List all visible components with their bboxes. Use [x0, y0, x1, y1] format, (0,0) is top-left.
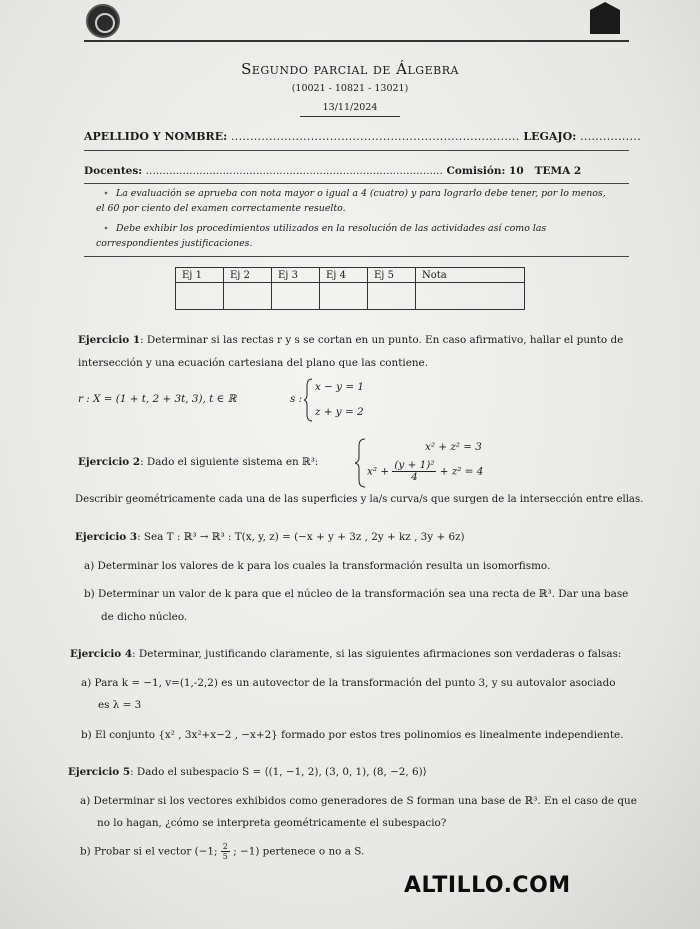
bullet-icon: ∘ — [103, 188, 109, 199]
exercise-1-cont: intersección y una ecuación cartesiana del plano que las contiene. — [78, 357, 429, 369]
grade-cell — [272, 283, 320, 310]
exercise-4: Ejercicio 4: Determinar, justificando claramente, si las siguientes afirmaciones son verdaderas o falsas: — [70, 648, 622, 660]
grade-header: Ej 1 — [176, 268, 224, 283]
exercise-4-label: Ejercicio 4 — [70, 648, 133, 660]
s-equation-1: x − y = 1 — [315, 381, 364, 393]
system-eq-2: x² + $\frac{\text{(y + 1)²}}{4}$ + z² = 4 — [367, 459, 484, 483]
bullet-icon: ∘ — [103, 223, 109, 234]
legajo-label: LEGAJO: — [523, 130, 577, 143]
exercise-4-b: b) El conjunto {x² , 3x²+x−2 , −x+2} formado por estos tres polinomios es linealmente independiente. — [81, 729, 624, 741]
exercise-3: Ejercicio 3: Sea T : ℝ³ → ℝ³ : T(x, y, z) = (−x + y + 3z , 2y + kz , 3y + 6z) — [75, 531, 465, 543]
comision-label: Comisión: 10 — [446, 165, 524, 177]
note-procedures: ∘ Debe exhibir los procedimientos utilizados en la resolución de las actividades así como las correspondientes justificaciones. — [96, 223, 547, 249]
grade-header: Ej 3 — [272, 268, 320, 283]
grade-header: Ej 4 — [320, 268, 368, 283]
divider — [84, 183, 629, 184]
system-brace-icon — [355, 438, 367, 488]
university-seal-icon — [86, 4, 120, 38]
name-field: ............................................................................ — [230, 130, 520, 143]
exercise-5-label: Ejercicio 5 — [68, 766, 131, 778]
system-brace-icon — [304, 378, 314, 422]
header-rule — [84, 40, 629, 42]
legajo-field: ................ — [580, 130, 641, 143]
exam-title: Segundo parcial de Álgebra — [241, 60, 459, 78]
grade-cell — [224, 283, 272, 310]
line-s-label: s : — [290, 393, 303, 405]
line-r-equation: r : X = (1 + t, 2 + 3t, 3), t ∈ ℝ — [78, 393, 237, 405]
exercise-4-a: a) Para k = −1, v=(1,-2,2) es un autovector de la transformación del punto 3, y su autovalor asociado — [81, 677, 616, 689]
grade-cell — [416, 283, 525, 310]
student-name-row — [84, 130, 641, 143]
exercise-5-a-cont: no lo hagan, ¿cómo se interpreta geométricamente el subespacio? — [97, 817, 447, 829]
system-eq-1: x² + z² = 3 — [425, 441, 482, 453]
exam-date: 13/11/2024 — [322, 102, 378, 113]
grade-table — [175, 267, 525, 310]
exercise-3-label: Ejercicio 3 — [75, 531, 138, 543]
exercise-1-label: Ejercicio 1 — [78, 334, 141, 346]
divider — [84, 256, 629, 257]
corner-mark-icon — [590, 2, 620, 34]
name-label: APELLIDO Y NOMBRE: — [84, 130, 228, 143]
exercise-3-b-cont: de dicho núcleo. — [101, 611, 188, 623]
s-equation-2: z + y = 2 — [315, 406, 364, 418]
exercise-2: Ejercicio 2: Dado el siguiente sistema en ℝ³: — [78, 456, 319, 468]
grade-header: Ej 2 — [224, 268, 272, 283]
tema-label: TEMA 2 — [534, 165, 582, 177]
exercise-5-a: a) Determinar si los vectores exhibidos como generadores de S forman una base de ℝ³. En el caso de que — [80, 795, 637, 807]
docentes-label: Docentes: — [84, 165, 143, 177]
exercise-5-b: b) Probar si el vector (−1; $\frac{2}{5}$ ; −1) pertenece o no a S. — [80, 842, 365, 861]
exercise-3-b: b) Determinar un valor de k para que el núcleo de la transformación sea una recta de ℝ³. Dar una base — [84, 588, 629, 600]
exercise-1: Ejercicio 1: Determinar si las rectas r y s se cortan en un punto. En caso afirmativo, hallar el punto de — [78, 334, 624, 346]
exercise-2-label: Ejercicio 2 — [78, 456, 141, 468]
divider — [84, 150, 629, 151]
grade-cell — [176, 283, 224, 310]
date-underline — [300, 116, 400, 117]
course-codes: (10021 - 10821 - 13021) — [291, 83, 409, 94]
docentes-field: ......................................................................................... — [145, 165, 443, 177]
watermark: ALTILLO.COM — [404, 873, 571, 898]
grade-cell — [368, 283, 416, 310]
exercise-4-a-cont: es λ = 3 — [98, 699, 142, 711]
exercise-5: Ejercicio 5: Dado el subespacio S = ⟨(1, −1, 2), (3, 0, 1), (8, −2, 6)⟩ — [68, 766, 427, 778]
exercise-3-a: a) Determinar los valores de k para los cuales la transformación resulta un isomorfismo. — [84, 560, 551, 572]
note-approval: ∘ La evaluación se aprueba con nota mayor o igual a 4 (cuatro) y para lograrlo debe tener, por lo menos, el 60 por ciento del examen correctamente resuelto. — [96, 188, 606, 214]
grade-header: Ej 5 — [368, 268, 416, 283]
grade-header: Nota — [416, 268, 525, 283]
exercise-2-cont: Describir geométricamente cada una de las superficies y la/s curva/s que surgen de la intersección entre ellas. — [75, 494, 644, 505]
docentes-row — [84, 165, 581, 177]
grade-cell — [320, 283, 368, 310]
